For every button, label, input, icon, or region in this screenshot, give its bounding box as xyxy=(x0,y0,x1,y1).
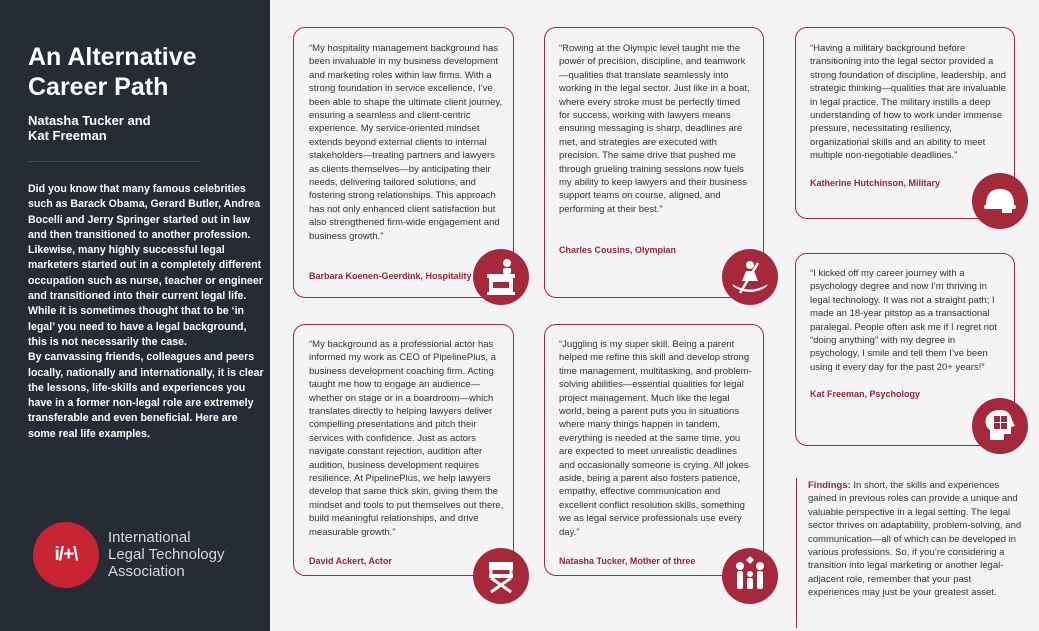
logo-line-2: Legal Technology xyxy=(108,546,225,563)
directors-chair-icon xyxy=(473,548,529,604)
quote-parent: “Juggling is my super skill. Being a parent helped me refine this skill and develop strong time management, multitasking, and problem-solving abilities—essential qualities for legal project management. Much like the legal world, being a parent puts you in situations where many things happen in tandem, everything is needed at the same time, you are expected to meet unrealistic deadlines and occasionally someone is crying. All jokes aside, being a parent also fosters patience, empathy, effective communication and excellent conflict resolution skills, something we as legal service professionals use every day.” xyxy=(559,339,752,538)
authors-line-2: Kat Freeman xyxy=(28,128,107,143)
quote-psychology: “I kicked off my career journey with a psychology degree and now I’m thriving in legal technology. It was not a straight path; I made an 18-year pitstop as a transactional paralegal. People often ask me if I regret not “doing anything” with my degree in psychology, I smile and tell them I’ve been using it every day for the past 20+ years!” xyxy=(810,268,997,373)
logo-text xyxy=(108,529,248,580)
logo-mark: i/+\ xyxy=(54,544,78,565)
intro-paragraph-2: By canvassing friends, colleagues and peers locally, nationally and internationally, it is clear the lessons, life-skills and experiences you have in a former non-legal role are extremely transferable and even beneficial. Here are some real life examples. xyxy=(28,351,264,440)
rowing-icon xyxy=(722,249,778,305)
quote-olympian: “Rowing at the Olympic level taught me the power of precision, discipline, and teamwork—qualities that translate seamlessly into working in the legal sector. Just like in a boat, where every stroke must be perfectly timed for success, working with lawyers means ensuring messaging is sharp, deadlines are met, and strategies are executed with precision. The same drive that pushed me through grueling training sessions now fuels my ability to keep lawyers and their business support teams on course, aligned, and performing at their best.” xyxy=(559,43,750,215)
sidebar xyxy=(0,0,270,631)
findings-divider xyxy=(796,478,797,628)
attribution-military: Katherine Hutchinson, Military xyxy=(810,178,941,188)
iltaa-logo-icon xyxy=(33,522,99,588)
logo-line-1: International xyxy=(108,529,191,546)
findings-section xyxy=(808,479,1023,600)
findings-label: Findings: xyxy=(808,480,851,491)
divider xyxy=(28,161,201,162)
title-line-1: An Alternative xyxy=(28,43,197,71)
quote-military: “Having a military background before transitioning into the legal sector provided a strong foundation of discipline, leadership, and strategic thinking—qualities that are invaluable in legal practice. The military instills a deep understanding of how to work under immense pressure, necessitating resiliency, organizational skills and an ability to meet multiple non-negotiable deadlines.” xyxy=(810,43,1006,162)
quote-hospitality: “My hospitality management background has been invaluable in my business development and marketing roles within law firms. With a strong foundation in service excellence, I’ve been able to shape the ultimate client journey, ensuring a seamless and client-centric experience. My service-oriented mindset extends beyond external clients to internal stakeholders—treating partners and lawyers as clients themselves—by anticipating their needs, delivering tailored solutions, and fostering strong relationships. This approach has not only enhanced client satisfaction but also strengthened firm-wide engagement and business growth.” xyxy=(309,43,503,242)
family-icon xyxy=(722,548,778,604)
page-title xyxy=(28,42,263,102)
findings-text: In short, the skills and experiences gained in previous roles can provide a unique and valuable perspective in a legal setting. The legal sector thrives on adaptability, problem-solving, and communication—all of which can be developed in various professions. So, if you’re considering a transition into legal marketing or another legal-adjacent role, remember that your past experiences may just be your greatest asset. xyxy=(808,480,1022,599)
title-line-2: Career Path xyxy=(28,73,169,101)
authors-line-1: Natasha Tucker and xyxy=(28,113,151,128)
quote-actor: “My background as a professional actor has informed my work as CEO of PipelinePlus, a business development coaching firm. Acting taught me how to engage an audience—whether on stage or in a boardroom—which translates directly to helping lawyers deliver compelling presentations and pitch their services with confidence. Just as actors navigate constant rejection, audition after audition, business development requires resilience. At PipelinePlus, we help lawyers develop that same thick skin, giving them the mindset and tools to put themselves out there, build meaningful relationships, and drive measurable growth.” xyxy=(309,339,504,538)
attribution-hospitality: Barbara Koenen-Geerdink, Hospitality xyxy=(309,271,472,281)
head-puzzle-icon xyxy=(972,398,1028,454)
attribution-psychology: Kat Freeman, Psychology xyxy=(810,389,921,399)
intro-text xyxy=(28,182,264,442)
helmet-icon xyxy=(972,173,1028,229)
attribution-olympian: Charles Cousins, Olympian xyxy=(559,245,677,255)
authors xyxy=(28,113,258,143)
attribution-parent: Natasha Tucker, Mother of three xyxy=(559,556,696,566)
logo-line-3: Association xyxy=(108,563,185,580)
reception-desk-icon xyxy=(473,249,529,305)
intro-paragraph-1: Did you know that many famous celebrities such as Barack Obama, Gerard Butler, Andrea Bocelli and Jerry Springer started out in law and then transitioned to another profession. Likewise, many highly successful legal marketers started out in a completely different occupation such as nurse, teacher or engineer and transitioned into their current legal life. While it is sometimes thought that to be ‘in legal’ you need to have a legal background, this is not necessarily the case. xyxy=(28,183,263,348)
attribution-actor: David Ackert, Actor xyxy=(309,556,392,566)
